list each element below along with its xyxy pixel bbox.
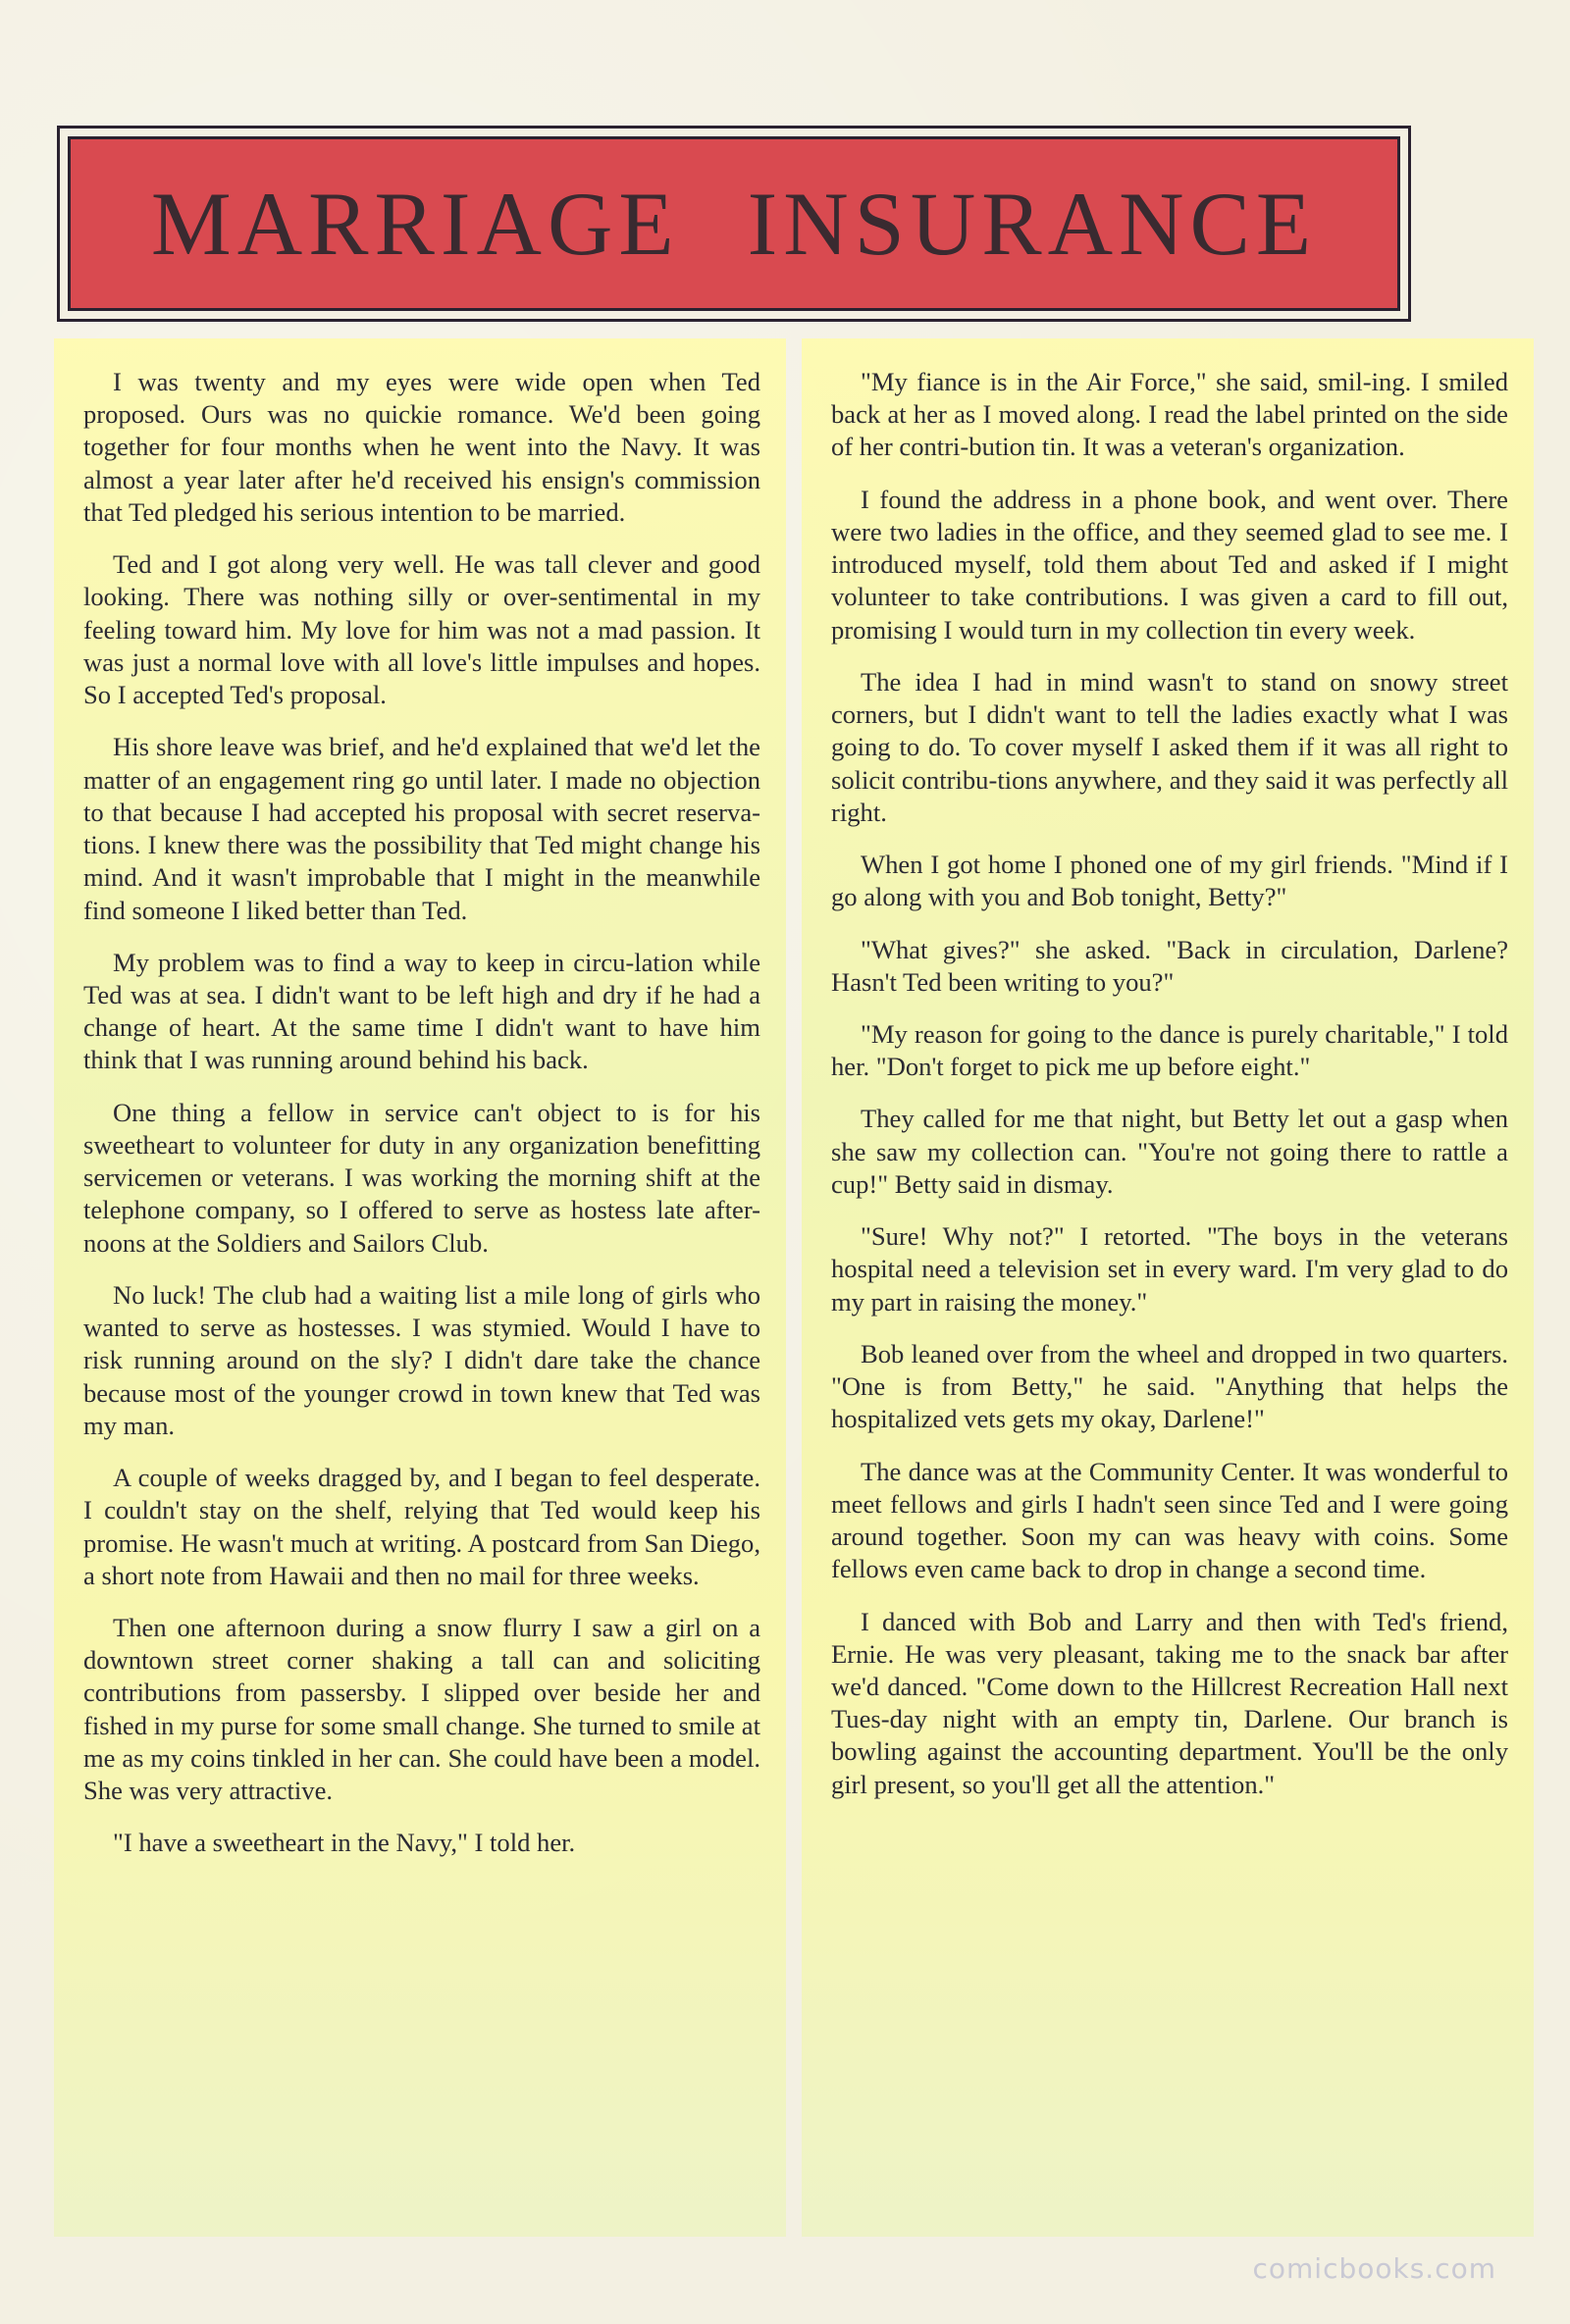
paragraph: The idea I had in mind wasn't to stand on snowy street corners, but I didn't want to tell the ladies exactly what I was going to do. To cover myself I asked them if it was all right to solicit contribu-tions anywhere, and they said it was perfectly all right. [831, 666, 1508, 827]
paragraph: "My reason for going to the dance is purely charitable," I told her. "Don't forget to pick me up before eight." [831, 1018, 1508, 1082]
left-column [54, 338, 786, 2237]
title-frame [57, 126, 1411, 322]
paragraph: They called for me that night, but Betty let out a gasp when she saw my collection can. "You're not going there to rattle a cup!" Betty said in dismay. [831, 1104, 1508, 1199]
paragraph: One thing a fellow in service can't object to is for his sweetheart to volunteer for duty in any organization benefitting servicemen or veterans. I was working the morning shift at the telephone company, so I offered to serve as hostess late after-noons at the Soldiers and Sailors Club. [83, 1097, 760, 1258]
paragraph: My problem was to find a way to keep in circu-lation while Ted was at sea. I didn't want to be left high and dry if he had a change of heart. At the same time I didn't want to have him think that I was running around behind his back. [83, 947, 760, 1075]
paragraph: The dance was at the Community Center. It was wonderful to meet fellows and girls I hadn't seen since Ted and I were going around together. Soon my can was heavy with coins. Some fellows even came back to drop in change a second time. [831, 1456, 1508, 1584]
paragraph: Ted and I got along very well. He was tall clever and good looking. There was nothing silly or over-sentimental in my feeling toward him. My love for him was not a mad passion. It was just a normal love with all love's little impulses and hopes. So I accepted Ted's proposal. [83, 549, 760, 710]
paragraph: When I got home I phoned one of my girl friends. "Mind if I go along with you and Bob tonight, Betty?" [831, 850, 1508, 912]
title-banner [68, 136, 1400, 311]
paragraph: I danced with Bob and Larry and then with Ted's friend, Ernie. He was very pleasant, taking me to the snack bar after we'd danced. "Come down to the Hillcrest Recreation Hall next Tues-day night with an empty tin, Darlene. Our branch is bowling against the accounting department. You'll be the only girl present, so you'll get all the attention." [831, 1606, 1508, 1799]
paragraph: "My fiance is in the Air Force," she said, smil-ing. I smiled back at her as I moved along. I read the label printed on the side of her contri-bution tin. It was a veteran's organization. [831, 367, 1508, 462]
paragraph: "Sure! Why not?" I retorted. "The boys in the veterans hospital need a television set in every ward. I'm very glad to do my part in raising the money." [831, 1221, 1508, 1317]
story-title: MARRIAGE INSURANCE [150, 174, 1318, 274]
right-column [802, 338, 1534, 2237]
paragraph: Bob leaned over from the wheel and dropped in two quarters. "One is from Betty," he said. "Anything that helps the hospitalized vets gets my okay, Darlene!" [831, 1338, 1508, 1434]
paragraph: I found the address in a phone book, and went over. There were two ladies in the office, and they seemed glad to see me. I introduced myself, told them about Ted and asked if I might volunteer to take contributions. I was given a card to fill out, promising I would turn in my collection tin every week. [831, 484, 1508, 645]
paragraph: "What gives?" she asked. "Back in circulation, Darlene? Hasn't Ted been writing to you?" [831, 934, 1508, 997]
paragraph: No luck! The club had a waiting list a mile long of girls who wanted to serve as hostesses. I was stymied. Would I have to risk running around on the sly? I didn't dare take the chance because most of the younger crowd in town knew that Ted was my man. [83, 1279, 760, 1440]
paragraph: A couple of weeks dragged by, and I began to feel desperate. I couldn't stay on the shelf, relying that Ted would keep his promise. He wasn't much at writing. A postcard from San Diego, a short note from Hawaii and then no mail for three weeks. [83, 1463, 760, 1590]
site-watermark: comicbooks.com [1252, 2252, 1496, 2285]
paragraph: "I have a sweetheart in the Navy," I told her. [113, 1828, 576, 1858]
paragraph: Then one afternoon during a snow flurry I saw a girl on a downtown street corner shaking a tall can and soliciting contributions from passersby. I slipped over beside her and fished in my purse for some small change. She turned to smile at me as my coins tinkled in her can. She could have been a model. She was very attractive. [83, 1612, 760, 1806]
text-columns [54, 338, 1534, 2237]
paragraph: I was twenty and my eyes were wide open when Ted proposed. Ours was no quickie romance. We'd been going together for four months when he went into the Navy. It was almost a year later after he'd received his ensign's commission that Ted pledged his serious intention to be married. [83, 367, 760, 527]
paragraph: His shore leave was brief, and he'd explained that we'd let the matter of an engagement ring go until later. I made no objection to that because I had accepted his proposal with secret reserva-tions. I knew there was the possibility that Ted might change his mind. And it wasn't improbable that I might in the meanwhile find someone I liked better than Ted. [83, 732, 760, 925]
